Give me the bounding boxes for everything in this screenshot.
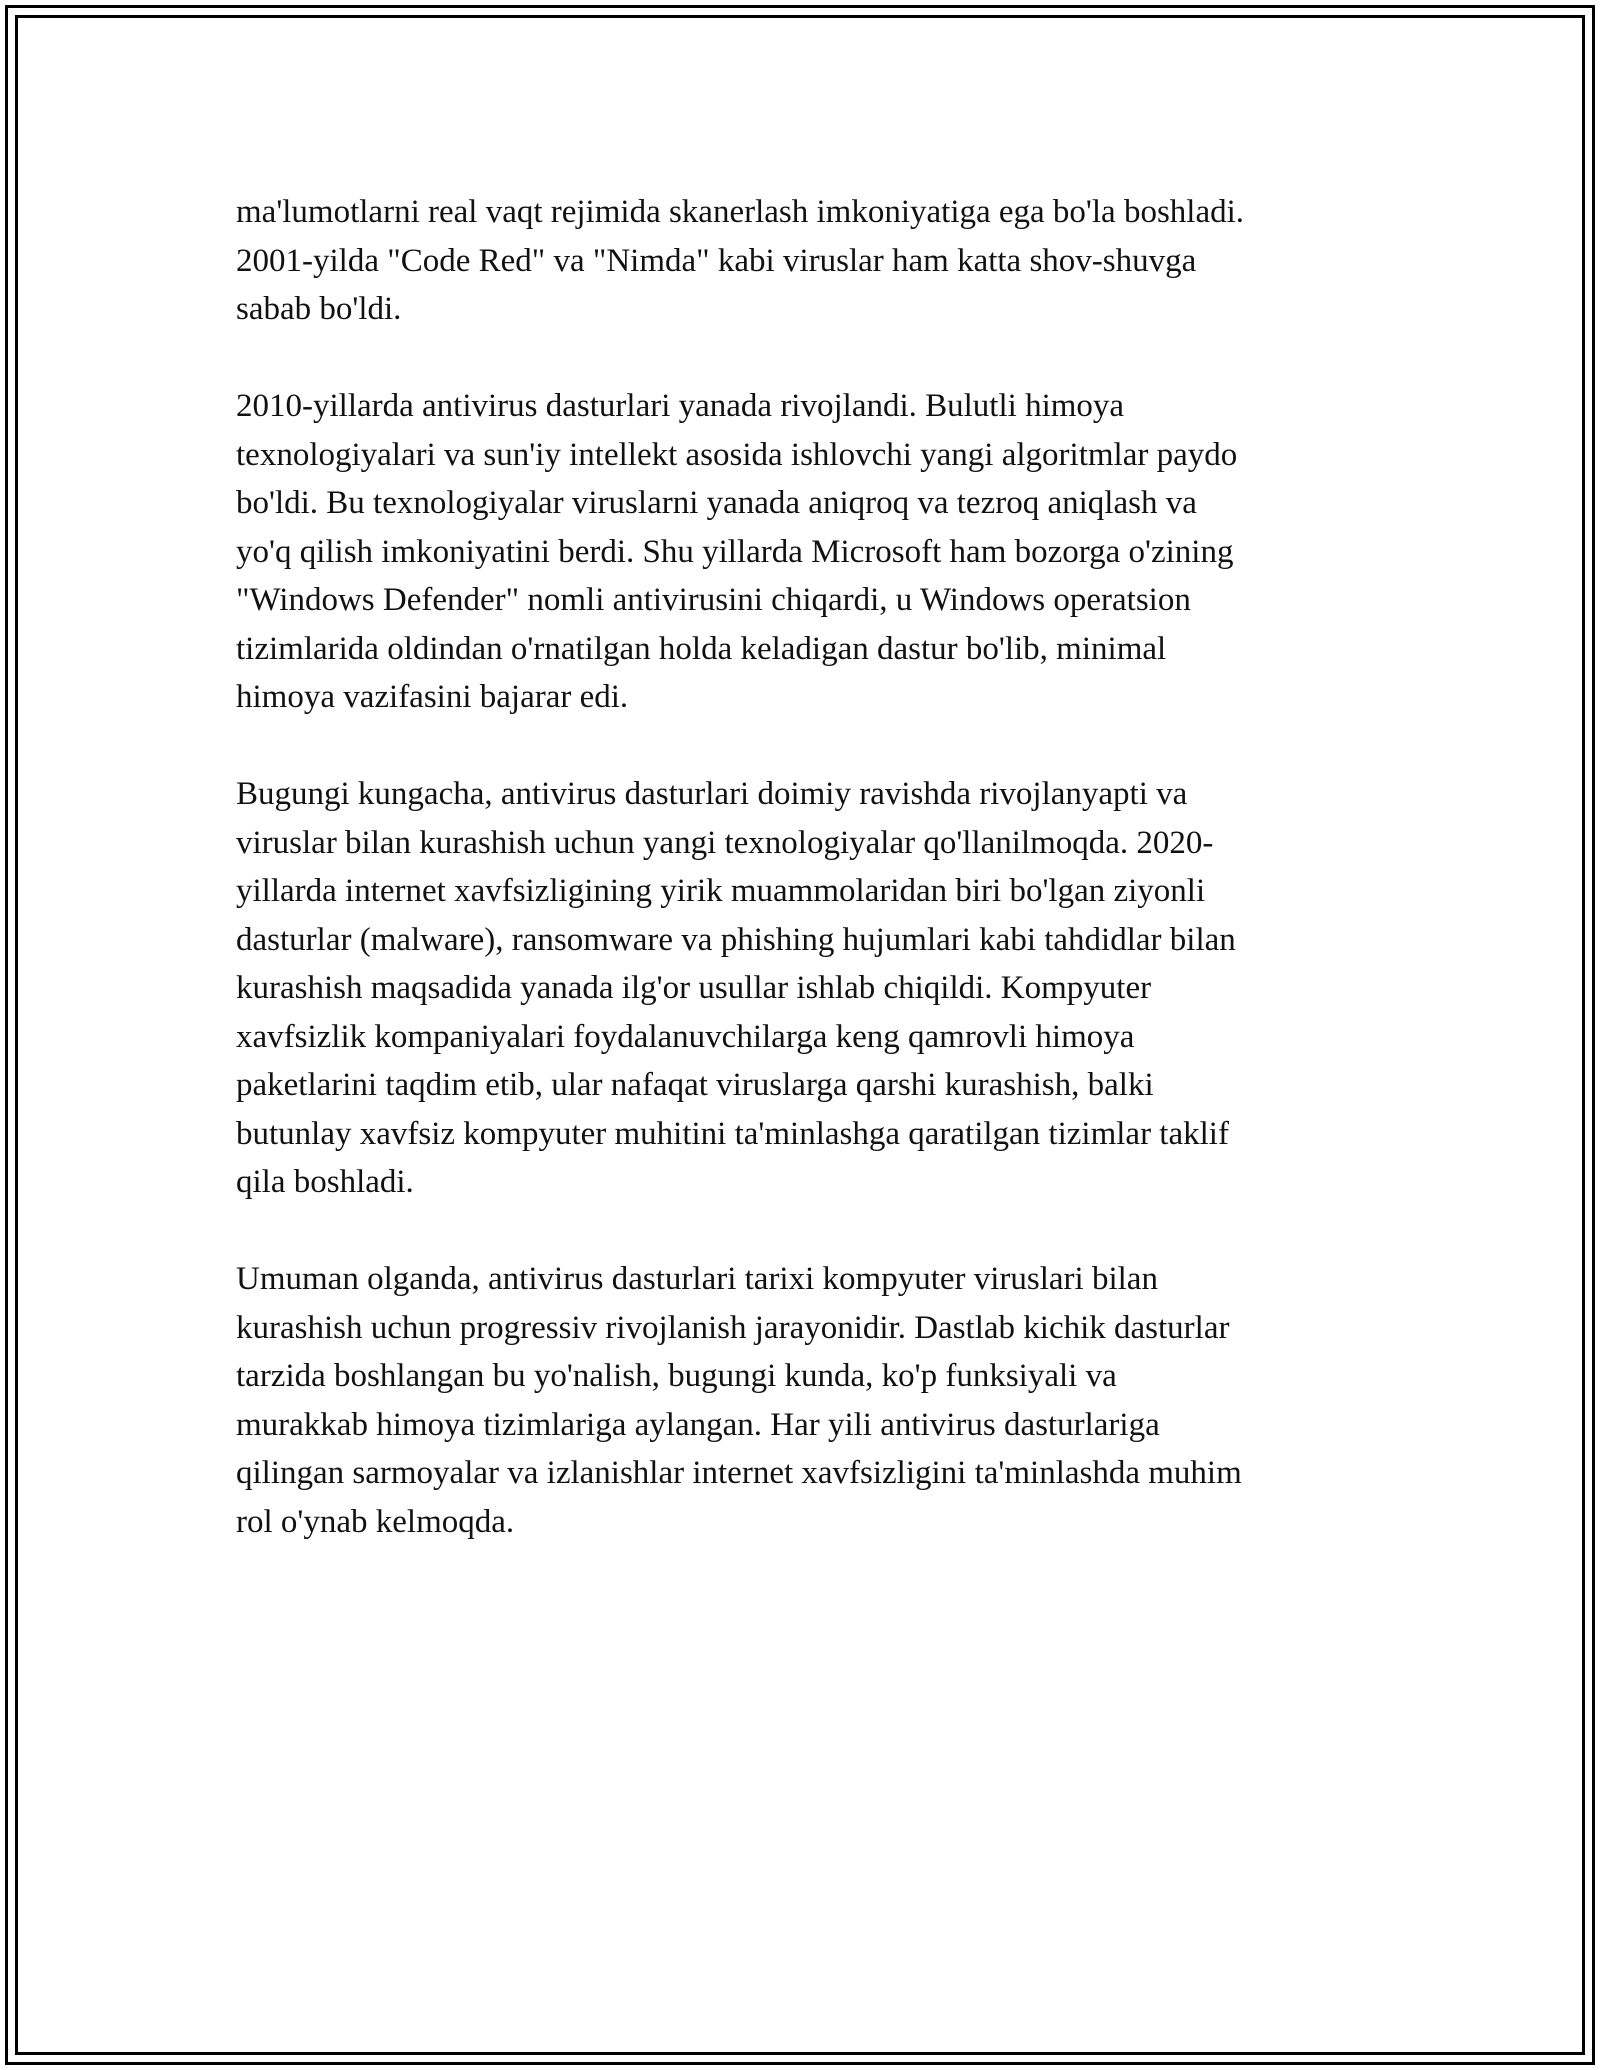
text-line: paketlarini taqdim etib, ular nafaqat viruslarga qarshi kurashish, balki <box>236 1067 1154 1103</box>
text-line: himoya vazifasini bajarar edi. <box>236 679 629 715</box>
text-line: dasturlar (malware), ransomware va phishing hujumlari kabi tahdidlar bilan <box>236 921 1236 958</box>
text-line: "Windows Defender" nomli antivirusini chiqardi, u Windows operatsion <box>236 582 1191 618</box>
text-line: viruslar bilan kurashish uchun yangi texnologiyalar qo'llanilmoqda. 2020- <box>236 824 1214 861</box>
text-line: sabab bo'ldi. <box>236 291 402 327</box>
document-body <box>236 188 1371 1595</box>
paragraph-1 <box>236 188 1371 334</box>
text-line: butunlay xavfsiz kompyuter muhitini ta'minlashga qaratilgan tizimlar taklif <box>236 1115 1229 1152</box>
text-line: bo'ldi. Bu texnologiyalar viruslarni yanada aniqroq va tezroq aniqlash va <box>236 485 1197 521</box>
text-line: ma'lumotlarni real vaqt rejimida skanerlash imkoniyatiga ega bo'la boshladi. <box>236 194 1245 230</box>
text-line: 2001-yilda "Code Red" va "Nimda" kabi viruslar ham katta shov-shuvga <box>236 242 1197 279</box>
text-line: texnologiyalari va sun'iy intellekt asosida ishlovchi yangi algoritmlar paydo <box>236 436 1238 473</box>
text-line: kurashish maqsadida yanada ilg'or usullar ishlab chiqildi. Kompyuter <box>236 970 1152 1006</box>
text-line: qila boshladi. <box>236 1164 414 1200</box>
text-line: Umuman olganda, antivirus dasturlari tarixi kompyuter viruslari bilan <box>236 1261 1158 1297</box>
text-line: xavfsizlik kompaniyalari foydalanuvchilarga keng qamrovli himoya <box>236 1018 1135 1055</box>
text-line: tizimlarida oldindan o'rnatilgan holda keladigan dastur bo'lib, minimal <box>236 630 1167 667</box>
text-line: rol o'ynab kelmoqda. <box>236 1503 515 1540</box>
text-line: murakkab himoya tizimlariga aylangan. Har yili antivirus dasturlariga <box>236 1406 1160 1443</box>
text-line: yillarda internet xavfsizligining yirik muammolaridan biri bo'lgan ziyonli <box>236 873 1206 909</box>
text-line: qilingan sarmoyalar va izlanishlar internet xavfsizligini ta'minlashda muhim <box>236 1455 1242 1491</box>
text-line: yo'q qilish imkoniyatini berdi. Shu yillarda Microsoft ham bozorga o'zining <box>236 533 1234 570</box>
text-line: Bugungi kungacha, antivirus dasturlari doimiy ravishda rivojlanyapti va <box>236 776 1188 812</box>
paragraph-4 <box>236 1255 1371 1546</box>
paragraph-3 <box>236 770 1371 1207</box>
text-line: 2010-yillarda antivirus dasturlari yanada rivojlandi. Bulutli himoya <box>236 388 1125 424</box>
text-line: kurashish uchun progressiv rivojlanish jarayonidir. Dastlab kichik dasturlar <box>236 1309 1230 1346</box>
paragraph-2 <box>236 382 1371 722</box>
text-line: tarzida boshlangan bu yo'nalish, bugungi kunda, ko'p funksiyali va <box>236 1358 1117 1394</box>
